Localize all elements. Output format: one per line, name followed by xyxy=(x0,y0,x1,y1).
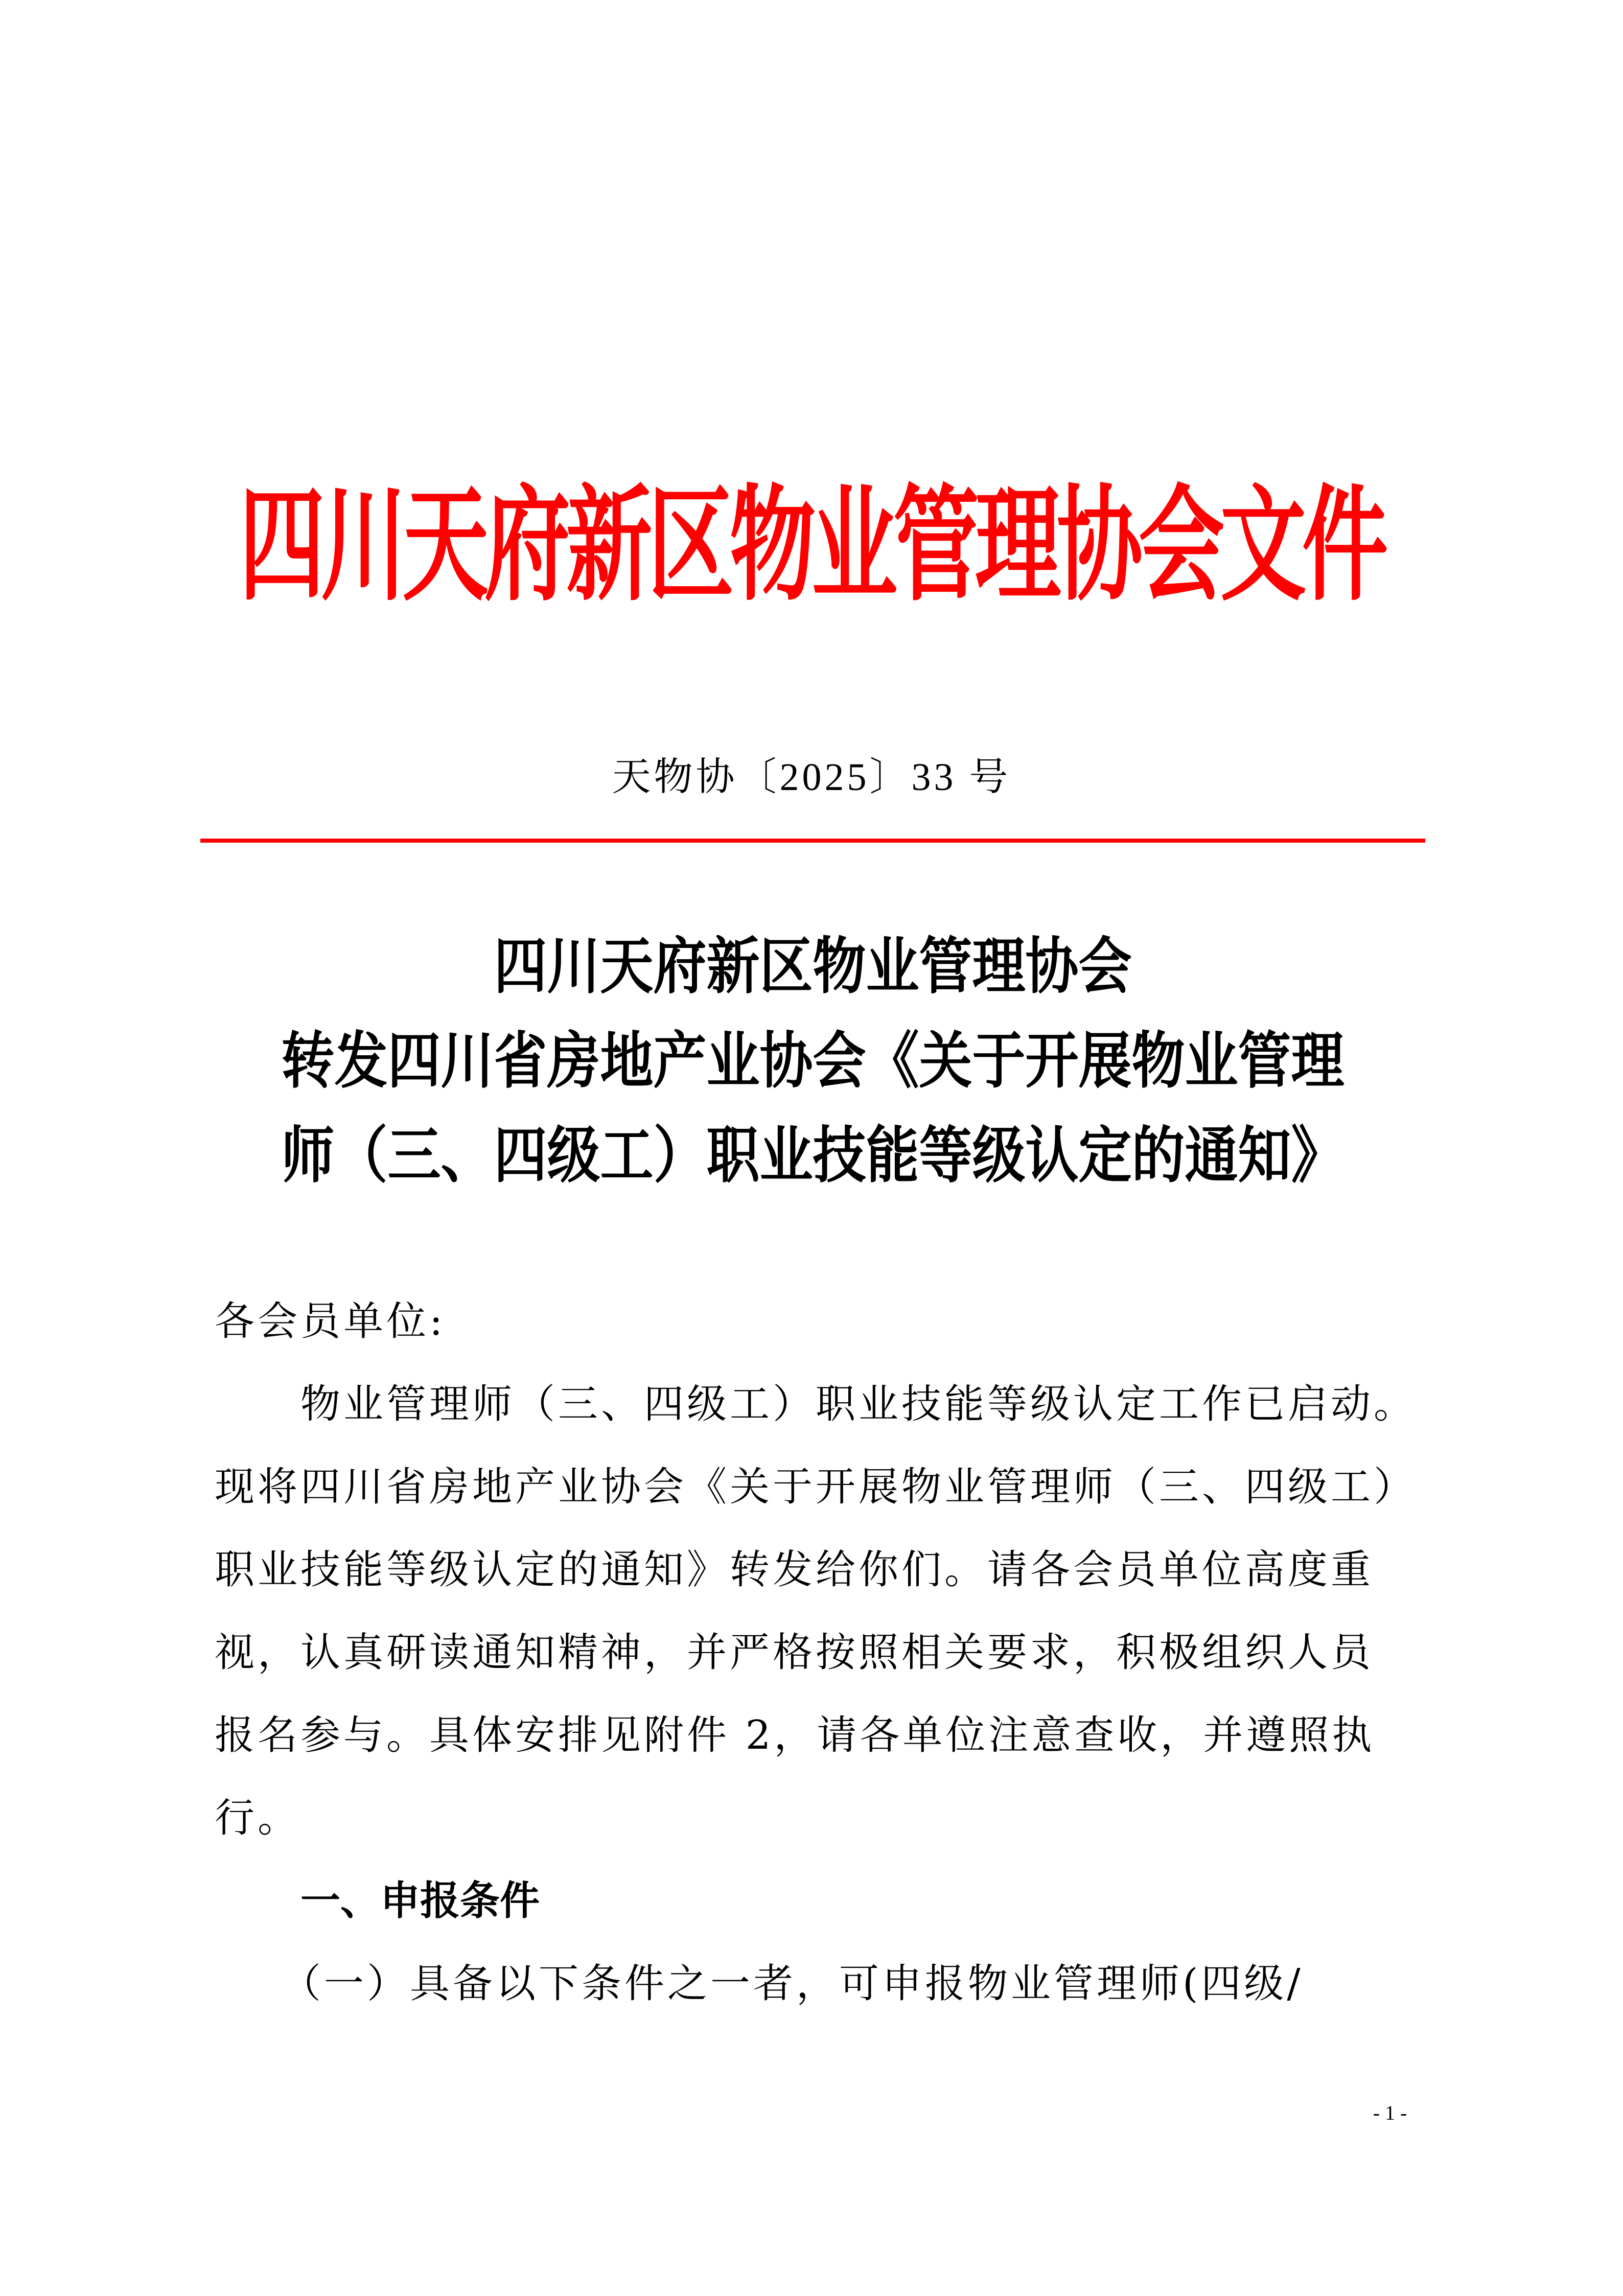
document-title xyxy=(200,920,1425,1203)
salutation: 各会员单位: xyxy=(215,1298,446,1344)
title-line-3: 师（三、四级工）职业技能等级认定的通知》 xyxy=(281,1122,1344,1190)
page-number: - 1 - xyxy=(1373,2101,1407,2124)
subsection-line: （一）具备以下条件之一者，可申报物业管理师(四级/ xyxy=(281,1961,1304,2007)
paragraph-line: 职业技能等级认定的通知》转发给你们。请各会员单位高度重 xyxy=(215,1547,1374,1593)
red-header-title-text: 四川天府新区物业管理协会文件 xyxy=(239,478,1384,616)
paragraph-line: 视，认真研读通知精神，并严格按照相关要求，积极组织人员 xyxy=(215,1630,1374,1676)
paragraph-line: 物业管理师（三、四级工）职业技能等级认定工作已启动。 xyxy=(300,1381,1417,1427)
title-line-1: 四川天府新区物业管理协会 xyxy=(494,933,1132,1001)
red-divider-rule xyxy=(200,839,1425,843)
red-header-title xyxy=(0,478,1623,616)
paragraph-line: 现将四川省房地产业协会《关于开展物业管理师（三、四级工） xyxy=(215,1464,1417,1510)
title-line-2: 转发四川省房地产业协会《关于开展物业管理 xyxy=(281,1028,1344,1096)
paragraph-line: 报名参与。具体安排见附件 2，请各单位注意查收，并遵照执 xyxy=(215,1712,1375,1758)
document-number: 天物协〔2025〕33 号 xyxy=(612,756,1011,799)
section-heading: 一、申报条件 xyxy=(300,1878,540,1924)
document-body xyxy=(215,1280,1426,2025)
paragraph-line: 行。 xyxy=(215,1795,301,1841)
